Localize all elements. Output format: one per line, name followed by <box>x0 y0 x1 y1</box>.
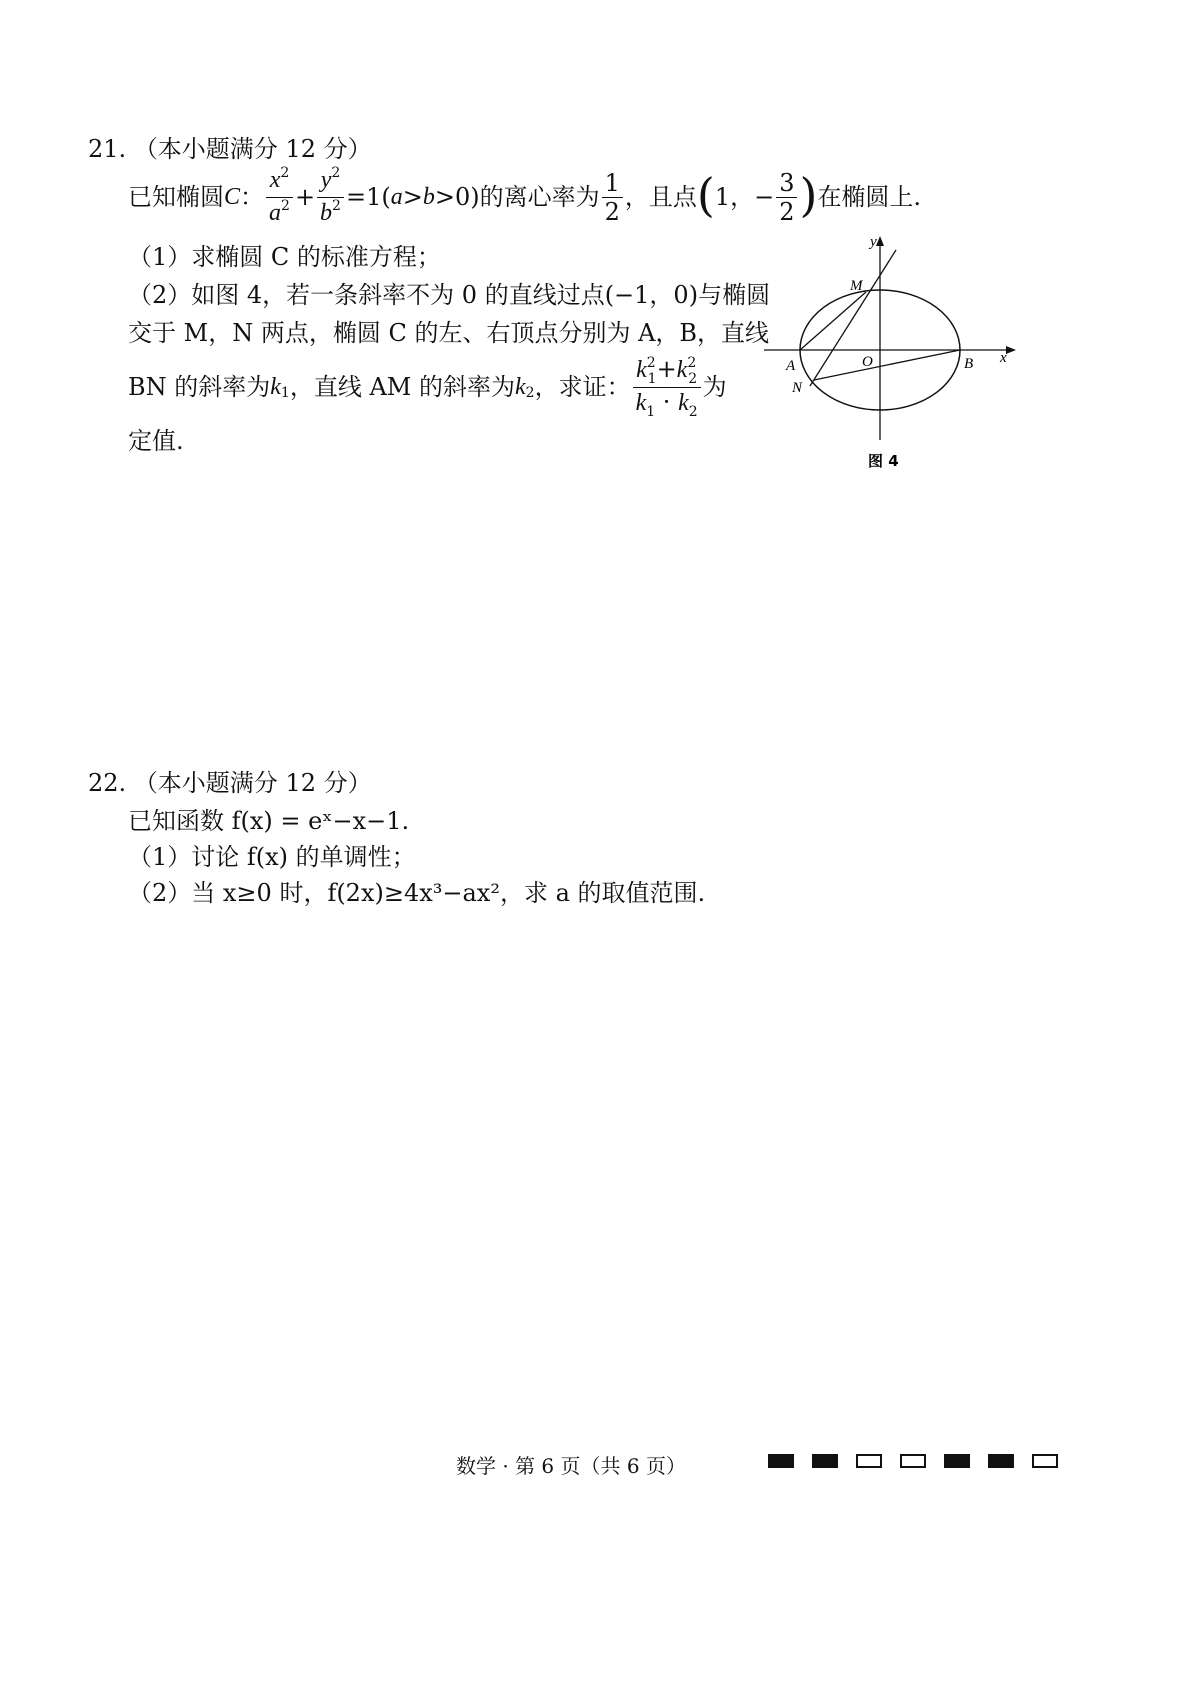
cond-a: a <box>390 184 403 210</box>
q21-stem <box>128 164 921 230</box>
q21-part2-line4: 定值. <box>128 427 184 455</box>
stem-text: 已知椭圆 <box>128 183 224 211</box>
label-o: O <box>862 354 873 370</box>
minus-sign: − <box>754 183 775 211</box>
label-b: B <box>964 356 974 372</box>
fraction-half: $\frac{1}{2}$ <box>602 169 623 226</box>
label-a: A <box>786 358 796 374</box>
point-text: ，且点 <box>624 183 697 211</box>
fraction-x2-a2: $\frac{x^2}{a^2}$ <box>266 165 293 230</box>
eccentricity-text: 的离心率为 <box>479 183 600 211</box>
prove-text: ，求证： <box>534 373 631 401</box>
label-n: N <box>792 380 803 396</box>
gt-sign: > <box>402 183 423 211</box>
y-axis-arrow <box>876 236 884 246</box>
colon: ： <box>240 183 265 211</box>
q22-number: 22. <box>88 769 127 797</box>
gt-zero: >0) <box>434 183 480 211</box>
is-text: 为 <box>702 373 727 401</box>
figure-4 <box>760 228 1040 478</box>
footer-mark-filled <box>812 1454 838 1468</box>
q22-part2: （2）当 x≥0 时，f(2x)≥4x³−ax²，求 a 的取值范围. <box>128 879 706 907</box>
right-paren: ) <box>799 168 818 222</box>
am-slope-text: ，直线 AM 的斜率为 <box>289 373 516 401</box>
line-bn <box>814 350 960 380</box>
footer-mark-empty <box>900 1454 926 1468</box>
footer-mark-empty <box>856 1454 882 1468</box>
q21-points: （本小题满分 12 分） <box>133 135 372 163</box>
equals-one: =1( <box>345 183 391 211</box>
q21-part2-line3 <box>128 352 727 422</box>
point-x: 1， <box>714 183 755 211</box>
left-paren: ( <box>696 168 715 222</box>
q21-part2-line2: 交于 M，N 两点，椭圆 C 的左、右顶点分别为 A，B，直线 <box>128 319 770 347</box>
fraction-k-ratio: $\frac{k^2_1+k^2_2}{k_1 \cdot k_2}$ <box>633 355 701 420</box>
figure-caption: 图 4 <box>868 452 899 470</box>
sub-1: 1 <box>280 385 290 401</box>
q21-part1: （1）求椭圆 C 的标准方程； <box>128 243 441 271</box>
footer-mark-filled <box>944 1454 970 1468</box>
cond-b: b <box>422 184 435 210</box>
fraction-three-halves: $\frac{3}{2}$ <box>776 169 797 226</box>
ellipse-name: C <box>224 184 241 210</box>
label-y: y <box>870 234 877 250</box>
sub-2: 2 <box>525 385 535 401</box>
q21-number: 21. <box>88 135 127 163</box>
q22-points: （本小题满分 12 分） <box>133 769 372 797</box>
q22-part1: （1）讨论 f(x) 的单调性； <box>128 843 416 871</box>
x-axis-arrow <box>1006 346 1016 354</box>
on-ellipse-text: 在椭圆上. <box>817 183 922 211</box>
fraction-y2-b2: $\frac{y^2}{b^2}$ <box>317 165 344 230</box>
label-x: x <box>1000 350 1007 366</box>
bn-slope-text: BN 的斜率为 <box>128 373 271 401</box>
footer-mark-filled <box>988 1454 1014 1468</box>
q21-part2-line1: （2）如图 4，若一条斜率不为 0 的直线过点(−1，0)与椭圆 <box>128 281 771 309</box>
q22-header <box>88 766 372 800</box>
footer-mark-empty <box>1032 1454 1058 1468</box>
footer-page-label: 数学 · 第 6 页（共 6 页） <box>456 1454 686 1478</box>
k-symbol: k <box>270 374 281 400</box>
label-m: M <box>850 278 863 294</box>
footer-marks <box>768 1454 1076 1468</box>
q21-header <box>88 132 372 166</box>
k-symbol: k <box>515 374 526 400</box>
footer-mark-filled <box>768 1454 794 1468</box>
q22-stem: 已知函数 f(x) = eˣ−x−1. <box>128 807 410 835</box>
plus-sign: + <box>294 183 316 211</box>
